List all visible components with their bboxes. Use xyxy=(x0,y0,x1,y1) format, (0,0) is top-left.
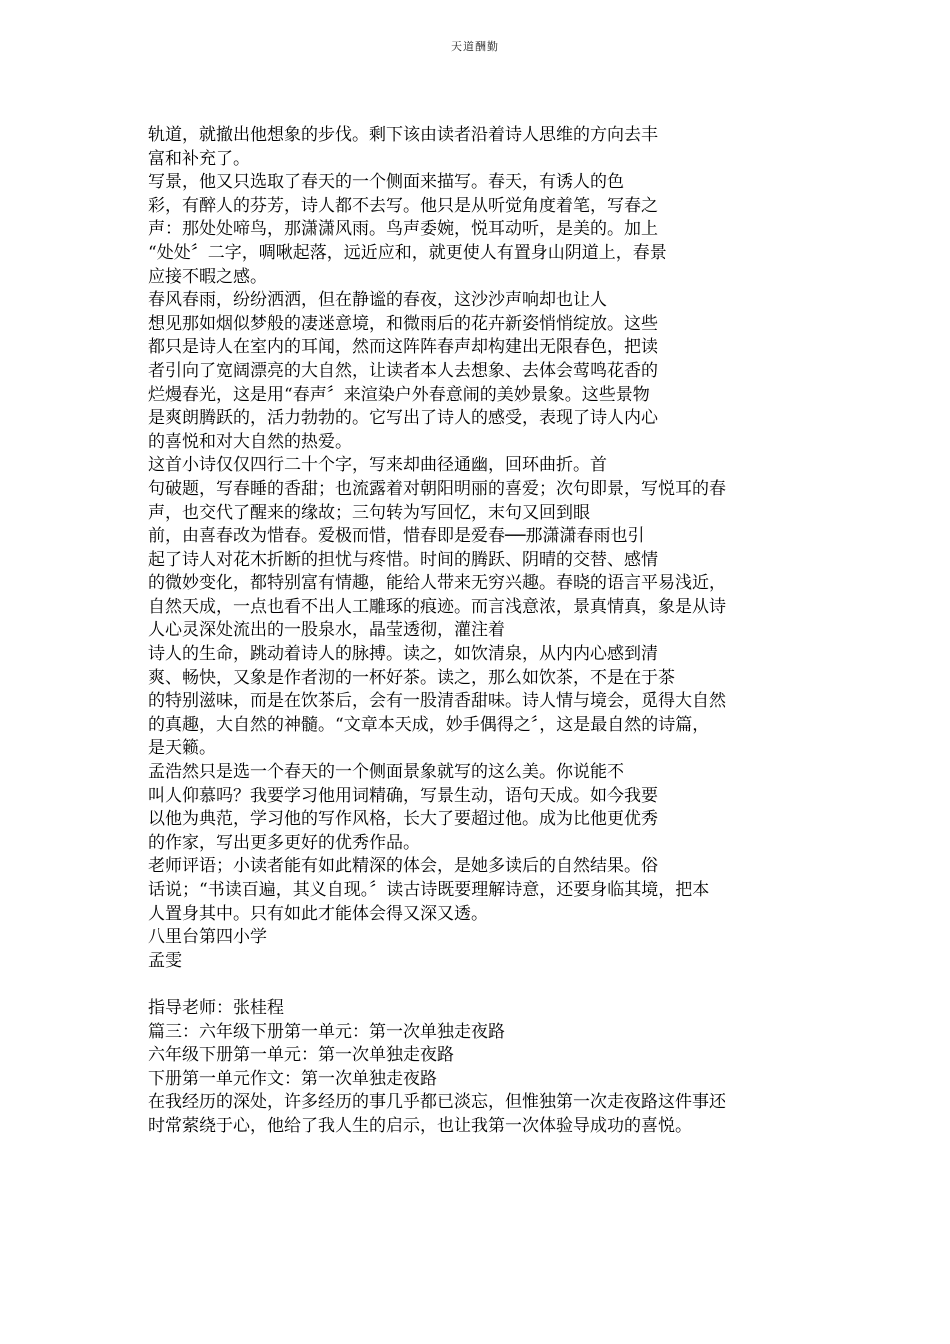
text-line: 句破题，写春睡的香甜；也流露着对朝阳明丽的喜爱；次句即景，写悦耳的春 xyxy=(148,478,726,499)
text-line: 指导老师：张桂程 xyxy=(148,997,284,1018)
text-line: 应接不暇之感。 xyxy=(148,266,267,287)
document-body xyxy=(148,124,808,1139)
text-line: 的真趣，大自然的神髓。“文章本天成，妙手偶得之〞，这是最自然的诗篇， xyxy=(148,714,710,735)
text-line: 老师评语；小读者能有如此精深的体会，是她多读后的自然结果。俗 xyxy=(148,856,658,877)
text-line: 在我经历的深处，许多经历的事几乎都已淡忘，但惟独第一次走夜路这件事还 xyxy=(148,1092,726,1113)
text-line: 八里台第四小学 xyxy=(148,927,267,948)
text-line: 前，由喜春改为惜春。爱极而惜，惜春即是爱春──那潇潇春雨也引 xyxy=(148,526,645,547)
text-line: 写景，他又只选取了春天的一个侧面来描写。春天，有诱人的色 xyxy=(148,172,624,193)
text-line: 的作家，写出更多更好的优秀作品。 xyxy=(148,832,420,853)
text-line: 以他为典范，学习他的写作风格，长大了要超过他。成为比他更优秀 xyxy=(148,809,658,830)
text-line: 轨道，就撤出他想象的步伐。剩下该由读者沿着诗人思维的方向去丰 xyxy=(148,125,658,145)
page-header: 天道酬勤 xyxy=(451,40,499,53)
text-line: 下册第一单元作文：第一次单独走夜路 xyxy=(148,1068,437,1089)
text-line: 起了诗人对花木折断的担忧与疼惜。时间的腾跃、阴晴的交替、感情 xyxy=(148,549,658,570)
text-line: 富和补充了。 xyxy=(148,148,250,169)
text-line: 这首小诗仅仅四行二十个字，写来却曲径通幽，回环曲折。首 xyxy=(148,455,607,476)
text-line: 彩，有醉人的芬芳，诗人都不去写。他只是从听觉角度着笔，写春之 xyxy=(148,195,658,216)
text-line: 声，也交代了醒来的缘故；三句转为写回忆，末句又回到眼 xyxy=(148,502,590,523)
text-line: 烂熳春光，这是用“春声〞来渲染户外春意闹的美妙景象。这些景物 xyxy=(148,384,650,405)
text-line: 人置身其中。只有如此才能体会得又深又透。 xyxy=(148,903,488,924)
text-line: 六年级下册第一单元：第一次单独走夜路 xyxy=(148,1045,454,1066)
text-line: 的特别滋味，而是在饮茶后，会有一股清香甜味。诗人情与境会，觅得大自然 xyxy=(148,691,726,712)
text-line: 话说；“书读百遍，其义自现。〞读古诗既要理解诗意，还要身临其境，把本 xyxy=(148,880,710,900)
text-line: 者引向了宽阔漂亮的大自然，让读者本人去想象、去体会莺鸣花香的 xyxy=(148,360,658,381)
text-line: 叫人仰慕吗？我要学习他用词精确，写景生动，语句天成。如今我要 xyxy=(148,785,658,806)
text-line: 诗人的生命，跳动着诗人的脉搏。读之，如饮清泉，从内内心感到清 xyxy=(148,644,658,665)
text-line: 孟雯 xyxy=(148,950,182,971)
text-line: 的微妙变化，都特别富有情趣，能给人带来无穷兴趣。春晓的语言平易浅近， xyxy=(148,573,726,594)
text-line: 爽、畅快，又象是作者沏的一杯好茶。读之，那么如饮茶，不是在于茶 xyxy=(148,667,675,688)
text-line: 时常萦绕于心，他给了我人生的启示，也让我第一次体验导成功的喜悦。 xyxy=(148,1115,692,1136)
text-line: 是爽朗腾跃的，活力勃勃的。它写出了诗人的感受，表现了诗人内心 xyxy=(148,408,658,429)
text-line: 的喜悦和对大自然的热爱。 xyxy=(148,431,352,452)
text-line: 人心灵深处流出的一股泉水，晶莹透彻，灌注着 xyxy=(148,620,505,641)
text-line: 是天籁。 xyxy=(148,738,216,759)
text-line: 都只是诗人在室内的耳闻，然而这阵阵春声却构建出无限春色，把读 xyxy=(148,337,658,358)
text-line: 春风春雨，纷纷洒洒，但在静谧的春夜，这沙沙声响却也让人 xyxy=(148,290,607,311)
blank-line xyxy=(148,973,808,997)
text-line: 想见那如烟似梦般的凄迷意境，和微雨后的花卉新姿悄悄绽放。这些 xyxy=(148,313,658,334)
text-line: 孟浩然只是选一个春天的一个侧面景象就写的这么美。你说能不 xyxy=(148,762,624,783)
text-line: 声：那处处啼鸟，那潇潇风雨。鸟声委婉，悦耳动听，是美的。加上 xyxy=(148,219,658,240)
text-line: 篇三：六年级下册第一单元：第一次单独走夜路 xyxy=(148,1021,505,1042)
text-line: “处处〞二字，啁啾起落，远近应和，就更使人有置身山阴道上，春景 xyxy=(148,242,667,263)
text-line: 自然天成，一点也看不出人工雕琢的痕迹。而言浅意浓，景真情真，象是从诗 xyxy=(148,596,726,617)
